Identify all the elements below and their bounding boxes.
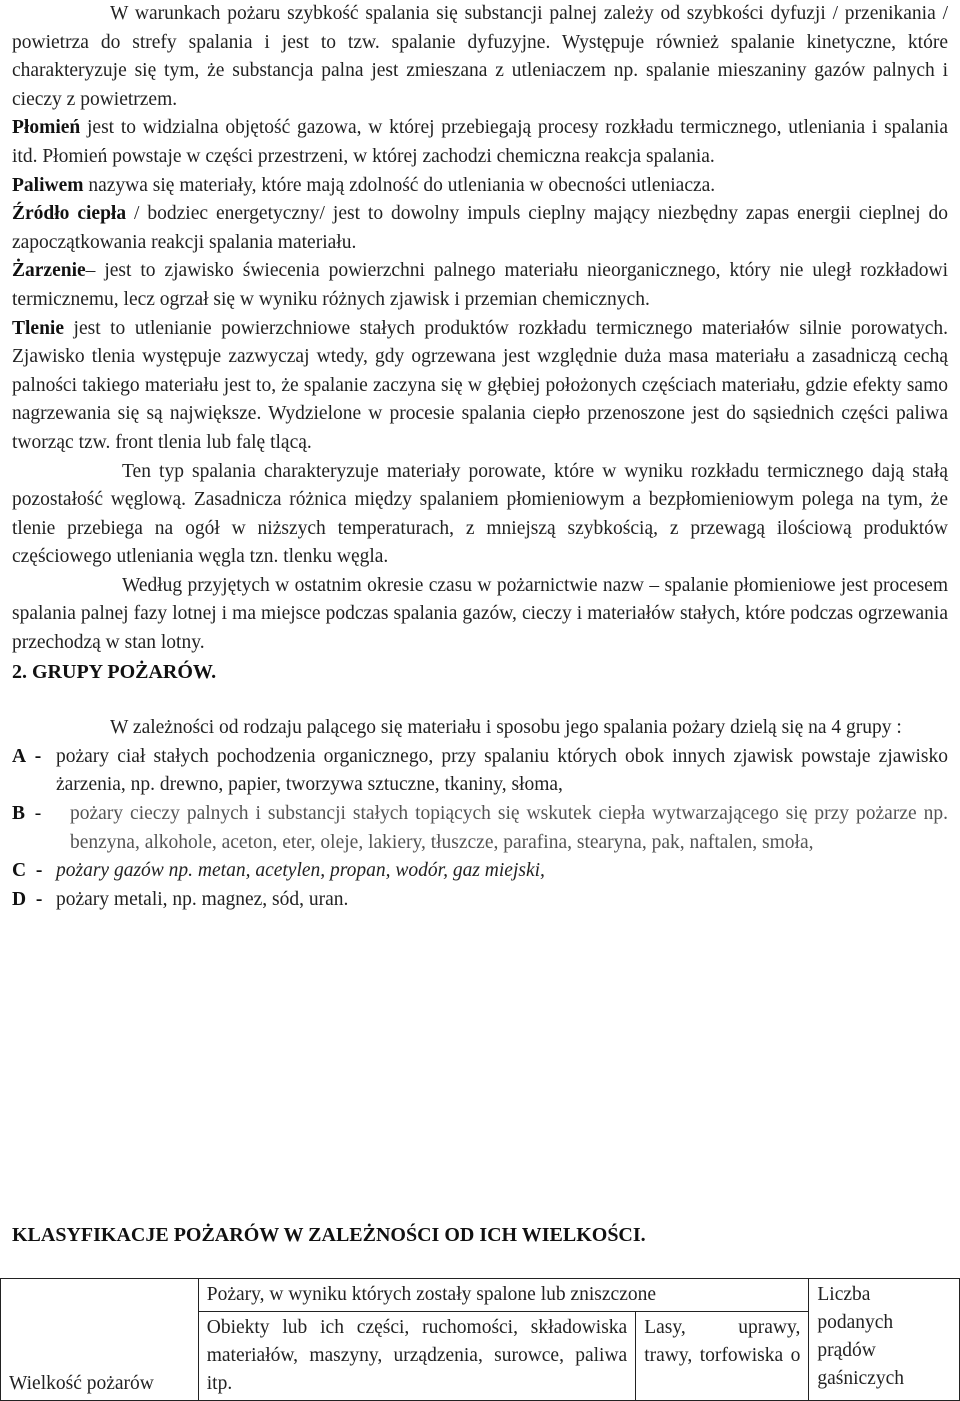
table-cell-objects: Obiekty lub ich części, ruchomości, składowiska materiałów, maszyny, urządzenia, surowce, paliwa itp.	[198, 1312, 635, 1401]
paragraph-smouldering: Tlenie jest to utlenianie powierzchniowe stałych produktów rozkładu termicznego materiałów silnie porowatych. Zjawisko tlenia występuje zazwyczaj wtedy, gdy ogrzewana jest względnie duża masa materiału a zasadniczą cechą palności takiego materiału jest to, że spalanie zaczyna się w głębiej położonych częściach materiału, gdzie efekty samo nagrzewania się są największe. Wydzielone w procesie spalania ciepło przenoszone jest do sąsiednich części paliwa tworząc tzw. front tlenia lub falę tlącą.	[12, 317, 948, 453]
paragraph-diffusion: W warunkach pożaru szybkość spalania się substancji palnej zależy od szybkości dyfuzji / przenikania / powietrza do strefy spalania i jest to tzw. spalanie dyfuzyjne. Występuje również spalanie kinetyczne, które charakteryzuje się tym, że substancja palna jest zmieszana z utleniaczem np. spalanie mieszaniny gazów palnych i cieczy z powietrzem.	[12, 3, 949, 110]
spacer	[12, 686, 948, 714]
paragraph-heat-source: Źródło ciepła / bodziec energetyczny/ jest to dowolny impuls cieplny mający niezbędny zapas energii cieplnej do zapoczątkowania reakcji spalania materiału.	[12, 203, 948, 253]
group-letter: B -	[12, 803, 42, 825]
group-item-b: B - pożary cieczy palnych i substancji stałych topiących się wskutek ciepła wytwarzającego się przy pożarze np. benzyna, alkohole, aceton, eter, oleje, lakiery, tłuszcze, parafina, stearyna, pak, naftalen, smoła,	[12, 800, 948, 857]
term-heat-source: Źródło ciepła	[12, 203, 127, 225]
term-fuel: Paliwem	[12, 174, 84, 196]
table-cell-streams: Liczba podanych prądów gaśniczych	[809, 1279, 960, 1401]
paragraph-fuel: Paliwem nazywa się materiały, które mają zdolność do utleniania w obecności utleniacza.	[12, 174, 716, 196]
section-heading-fire-groups: 2. GRUPY POŻARÓW.	[12, 660, 217, 683]
paragraph-flame: Płomień jest to widzialna objętość gazowa, w której przebiegają procesy rozkładu termicznego, utleniania i spalania itd. Płomień powstaje w części przestrzeni, w której zachodzi chemiczna reakcja spalania.	[12, 117, 948, 167]
table-row	[1, 1279, 960, 1312]
term-glowing: Żarzenie	[12, 260, 86, 282]
table-cell-size: Wielkość pożarów	[1, 1279, 199, 1401]
paragraph-glowing: Żarzenie– jest to zjawisko świecenia powierzchni palnego materiału nieorganicznego, który nie uległ rozkładowi termicznemu, lecz ogrzał się w wyniku różnych zjawisk i przemian chemicznych.	[12, 260, 948, 310]
section-heading-classification: KLASYFIKACJE POŻARÓW W ZALEŻNOŚCI OD ICH WIELKOŚCI.	[12, 1224, 646, 1246]
classification-table	[0, 1278, 960, 1401]
paragraph-flaming: Według przyjętych w ostatnim okresie czasu w pożarnictwie nazw – spalanie płomieniowe jest procesem spalania palnej fazy lotnej i ma miejsce podczas spalania gazów, cieczy i materiałów stałych, które podczas ogrzewania przechodzą w stan lotny.	[12, 574, 948, 654]
group-item-c: C - pożary gazów np. metan, acetylen, propan, wodór, gaz miejski,	[12, 857, 948, 886]
group-item-a: A - pożary ciał stałych pochodzenia organicznego, przy spalaniu których obok innych zjawisk powstaje zjawisko żarzenia, np. drewno, papier, tworzywa sztuczne, tkaniny, słoma,	[12, 743, 948, 800]
group-letter: C -	[12, 860, 43, 882]
group-letter: A -	[12, 745, 42, 767]
group-item-d: D - pożary metali, np. magnez, sód, uran.	[12, 886, 948, 915]
term-flame: Płomień	[12, 117, 81, 139]
paragraph-porous: Ten typ spalania charakteryzuje materiały porowate, które w wyniku rozkładu termicznego dają stałą pozostałość węglową. Zasadnicza różnica między spalaniem płomieniowym a bezpłomieniowym polega na tym, że tlenie przebiega na ogół w niższych temperaturach, z mniejszą szybkością, z przewagą ilościową produktów częściowego utleniania węgla tzn. tlenku węgla.	[12, 460, 948, 568]
group-letter: D -	[12, 888, 43, 910]
term-smouldering: Tlenie	[12, 317, 64, 339]
table-cell-group-header: Pożary, w wyniku których zostały spalone lub zniszczone	[198, 1279, 809, 1312]
document-body	[12, 0, 948, 914]
paragraph-groups-intro: W zależności od rodzaju palącego się materiału i sposobu jego spalania pożary dzielą się na 4 grupy :	[110, 717, 902, 739]
table-cell-forests: Lasy, uprawy, trawy, torfowiska o	[636, 1312, 809, 1401]
